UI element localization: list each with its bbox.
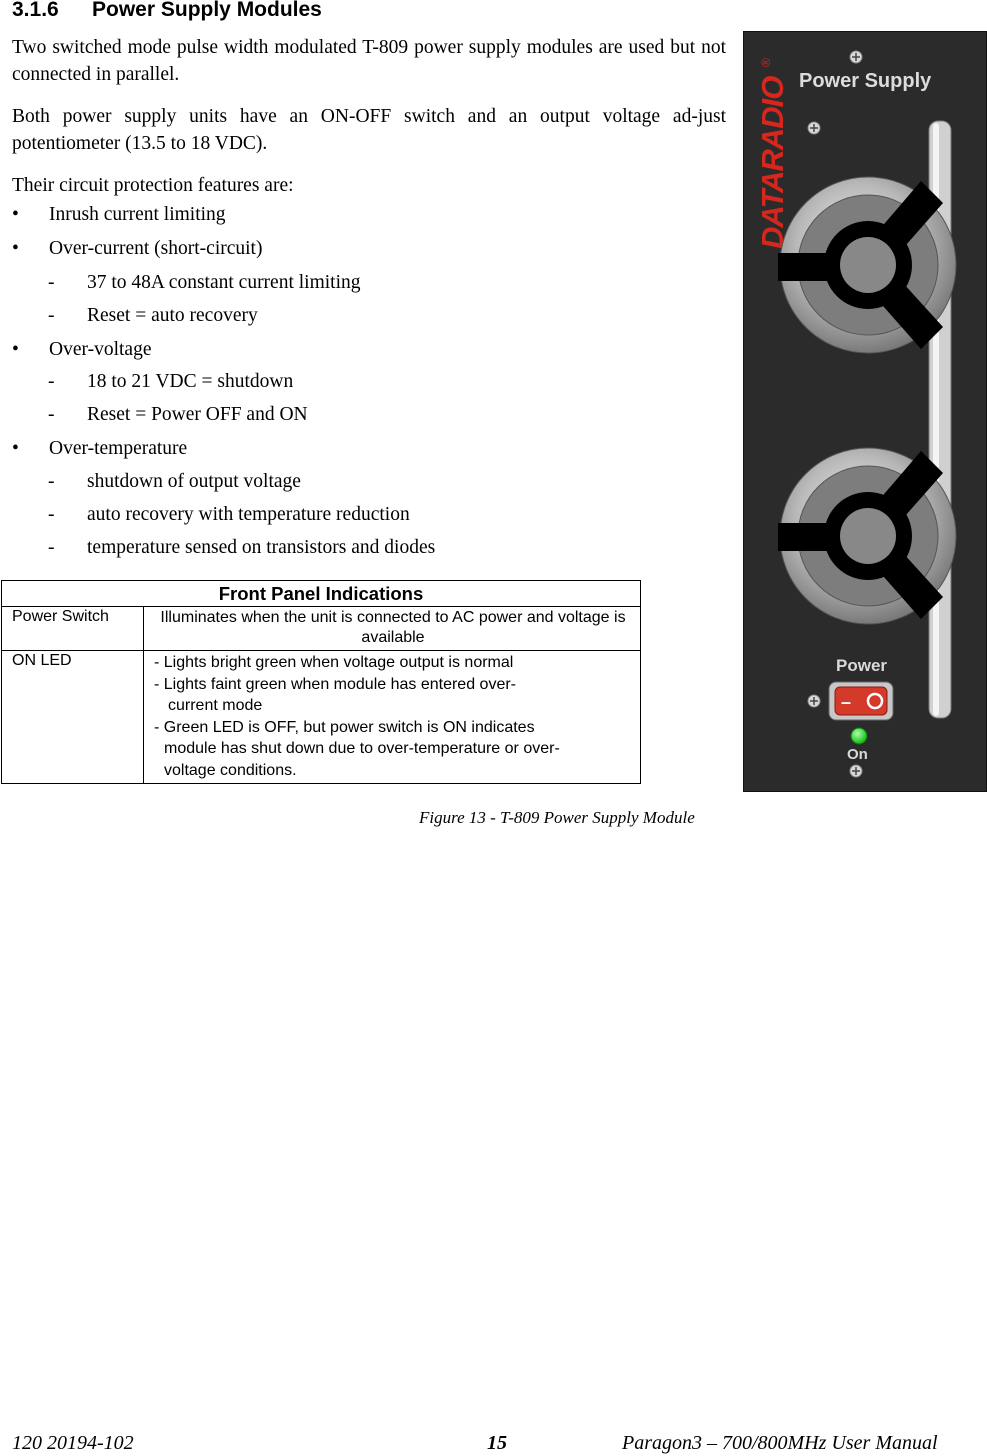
intro-paragraph: Two switched mode pulse width modulated T-809 power supply modules are used but not connected in parallel. (12, 37, 726, 85)
section-title: Power Supply Modules (92, 0, 322, 21)
switch-minus-icon: – (841, 692, 852, 712)
lower-knob (778, 448, 956, 624)
footer-doc-number: 120 20194-102 (12, 1432, 134, 1454)
power-label: Power (836, 656, 888, 675)
table-cell-desc: - Lights bright green when voltage output is normal - Lights faint green when module has entered over- current mode - Green LED is OFF, but power switch is ON indicates module has shut down due to over-temperature or over- voltage conditions. (144, 651, 641, 784)
registered-mark: ® (759, 58, 773, 67)
dash-icon: - (48, 537, 55, 558)
power-switch[interactable] (829, 682, 893, 720)
power-supply-figure (743, 31, 987, 792)
table-cell-name: ON LED (2, 651, 144, 784)
dash-icon: - (48, 404, 55, 425)
table-row (2, 651, 641, 784)
table-header-row (2, 581, 641, 607)
bullet-icon: • (12, 339, 19, 360)
table-row (2, 607, 641, 651)
screw-icon (808, 122, 820, 134)
section-heading (12, 0, 322, 22)
protection-intro: Their circuit protection features are: (12, 175, 294, 196)
power-supply-panel-illustration (743, 31, 987, 792)
screw-icon (850, 765, 862, 777)
table-title: Front Panel Indications (2, 581, 641, 607)
brand-logo: DATARADIO (755, 76, 790, 249)
bullet-icon: • (12, 204, 19, 225)
screw-icon (808, 695, 820, 707)
front-panel-table (1, 580, 641, 784)
footer-manual-title: Paragon3 – 700/800MHz User Manual (622, 1432, 938, 1454)
dash-icon: - (48, 504, 55, 525)
dash-icon: - (48, 272, 55, 293)
panel-title: Power Supply (799, 70, 932, 92)
on-led-icon (851, 728, 867, 744)
dash-icon: - (48, 371, 55, 392)
table-cell-desc: Illuminates when the unit is connected to AC power and voltage is available (144, 607, 641, 651)
figure-caption: Figure 13 - T-809 Power Supply Module (419, 808, 695, 827)
bullet-icon: • (12, 238, 19, 259)
dash-icon: - (48, 305, 55, 326)
bullet-icon: • (12, 438, 19, 459)
switch-paragraph: Both power supply units have an ON-OFF switch and an output voltage ad-just potentiometer (13.5 to 18 VDC). (12, 106, 726, 154)
led-label: On (847, 746, 868, 763)
footer-page-number: 15 (487, 1432, 507, 1454)
upper-knob (778, 177, 956, 353)
screw-icon (850, 51, 862, 63)
dash-icon: - (48, 471, 55, 492)
table-cell-name: Power Switch (2, 607, 144, 651)
section-number: 3.1.6 (12, 0, 59, 21)
